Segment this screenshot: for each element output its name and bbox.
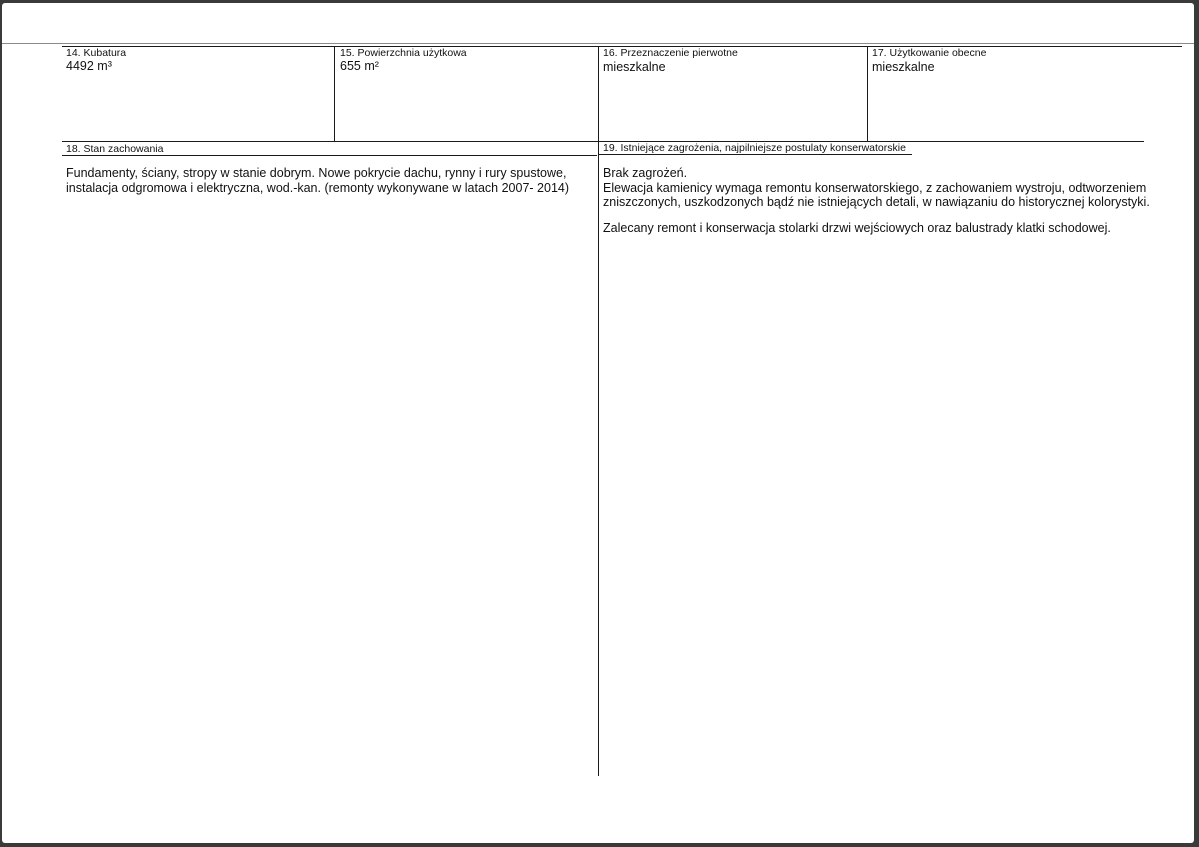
divider-16-17 [867,46,868,141]
top-rule [2,43,1194,44]
condition-line-2: instalacja odgromowa i elektryczna, wod.-kan. (remonty wykonywane w latach 2007- 2014) [66,180,570,195]
field-16-value: mieszkalne [603,60,666,74]
threats-line-1: Brak zagrożeń. [603,166,688,180]
threats-line-2: Elewacja kamienicy wymaga remontu konserwatorskiego, z zachowaniem wystroju, odtworzeniem [603,180,1147,195]
section18-header-rule [62,155,597,156]
threats-label: 19. Istniejące zagrożenia, najpilniejsze postulaty konserwatorskie [603,142,906,154]
center-divider [598,46,599,776]
field-14-label: 14. Kubatura [66,47,127,59]
field-15-value: 655 m² [340,59,379,73]
field-15-label: 15. Powierzchnia użytkowa [340,47,467,59]
threats-paragraph-2 [603,221,1111,236]
form-page [2,3,1194,843]
condition-text [66,166,569,195]
threats-line-3: zniszczonych, uszkodzonych bądź nie istniejących detali, w nawiązaniu do historycznej kolorystyki. [603,195,1150,209]
field-14-value: 4492 m³ [66,59,112,73]
threats-paragraph-1 [603,166,1150,210]
field-17-value: mieszkalne [872,60,935,74]
divider-14-15 [334,46,335,141]
section19-header-rule [598,154,912,155]
field-16-label: 16. Przeznaczenie pierwotne [603,47,738,59]
field-17-label: 17. Użytkowanie obecne [872,47,987,59]
condition-line-1: Fundamenty, ściany, stropy w stanie dobrym. Nowe pokrycie dachu, rynny i rury spustowe, [66,166,567,180]
threats-line-4: Zalecany remont i konserwacja stolarki drzwi wejściowych oraz balustrady klatki schodowej. [603,221,1111,235]
condition-label: 18. Stan zachowania [66,143,164,155]
